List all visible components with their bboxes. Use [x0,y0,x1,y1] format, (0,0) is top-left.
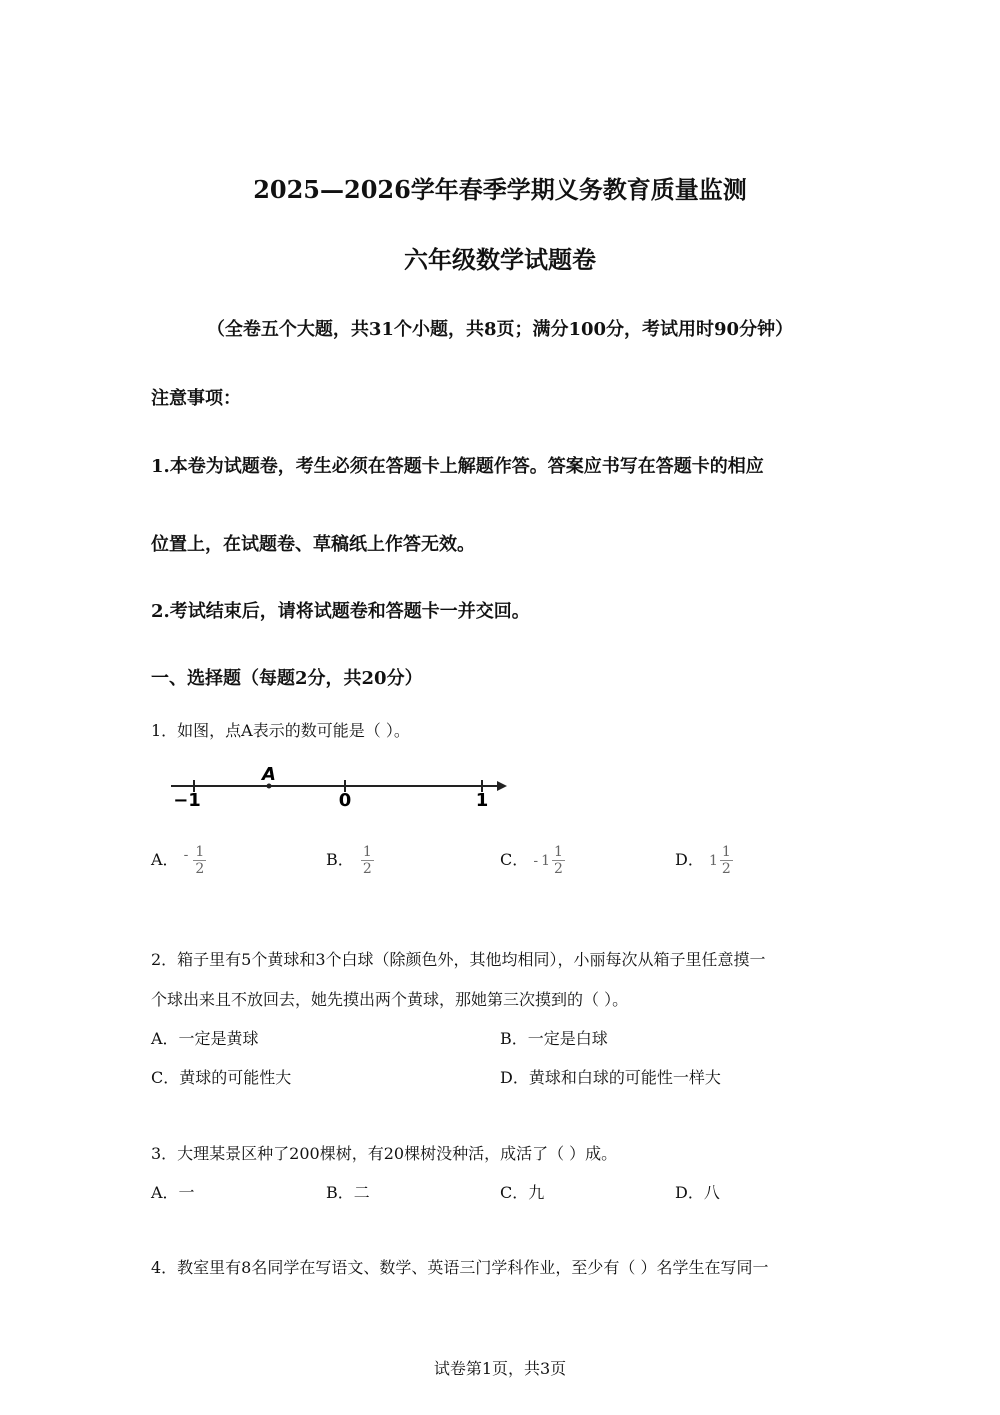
fraction-denominator: 2 [362,861,372,878]
q4-text-line1: 4．教室里有8名同学在写语文、数学、英语三门学科作业，至少有（ ）名学生在写同一 [151,1258,769,1277]
fraction-numerator: 1 [195,844,205,860]
mixed-fraction [720,844,733,877]
q1-option-b-fraction [361,844,374,877]
q1-option-c-label: C． [500,850,529,870]
q2-option-a[interactable]: A．一定是黄球 [151,1029,259,1048]
q1-option-b-label: B． [326,850,354,870]
mixed-whole: 1 [708,852,718,869]
q1-option-d-mixed-number [709,844,733,877]
q2-option-d[interactable]: D．黄球和白球的可能性一样大 [500,1068,721,1087]
number-line-figure [165,762,515,812]
notice-item2: 2.考试结束后，请将试题卷和答题卡一并交回。 [151,601,530,622]
notice-item1-line1: 1.本卷为试题卷，考生必须在答题卡上解题作答。答案应书写在答题卡的相应 [151,456,764,477]
q1-option-d[interactable] [675,844,733,877]
q3-option-d[interactable]: D．八 [675,1183,720,1202]
q1-option-a-fraction [193,844,206,877]
exam-title-line2: 六年级数学试题卷 [404,245,596,274]
q3-option-a[interactable]: A．一 [151,1183,195,1202]
q2-option-b[interactable]: B．一定是白球 [500,1029,608,1048]
q1-option-c[interactable] [500,844,565,877]
exam-subtitle: （全卷五个大题，共31个小题，共8页；满分100分，考试用时90分钟） [206,319,794,340]
fraction-denominator: 2 [554,861,563,878]
number-line-arrow [497,781,507,791]
fraction-numerator: 1 [362,844,372,860]
q2-option-c[interactable]: C．黄球的可能性大 [151,1068,292,1087]
notice-item1-line2: 位置上，在试题卷、草稿纸上作答无效。 [151,534,475,555]
mixed-fraction [552,844,565,877]
section1-heading: 一、选择题（每题2分，共20分） [151,668,423,689]
q1-option-b[interactable] [326,844,374,877]
fraction-denominator: 2 [195,861,205,878]
q2-text-line2: 个球出来且不放回去，她先摸出两个黄球，那她第三次摸到的（ ）。 [151,990,629,1009]
fraction-denominator: 2 [721,861,731,878]
q1-option-a-label: A． [151,850,179,870]
q1-option-d-label: D． [675,850,704,870]
q1-text: 1．如图，点A表示的数可能是（ ）。 [151,721,410,740]
q2-text-line1: 2．箱子里有5个黄球和3个白球（除颜色外，其他均相同），小丽每次从箱子里任意摸一 [151,950,766,969]
q3-text: 3．大理某景区种了200棵树，有20棵树没种活，成活了（ ）成。 [151,1144,618,1163]
q3-option-c[interactable]: C．九 [500,1183,545,1202]
q1-option-a-sign: - [183,847,189,864]
q1-option-c-sign: - [533,852,539,869]
tick-label-minus-one: −1 [173,790,201,811]
page-footer: 试卷第1页，共3页 [433,1359,567,1378]
tick-label-zero: 0 [338,790,352,811]
fraction-numerator: 1 [721,844,731,860]
notice-heading: 注意事项： [151,388,241,409]
fraction-numerator: 1 [554,844,563,860]
exam-title-line1: 2025—2026学年春季学期义务教育质量监测 [253,175,747,204]
q1-option-c-mixed-number [533,844,565,877]
q3-option-b[interactable]: B．二 [326,1183,370,1202]
point-a-label: A [262,764,276,785]
q1-option-a[interactable] [151,844,206,877]
tick-label-one: 1 [475,790,489,811]
mixed-whole: 1 [541,852,550,869]
